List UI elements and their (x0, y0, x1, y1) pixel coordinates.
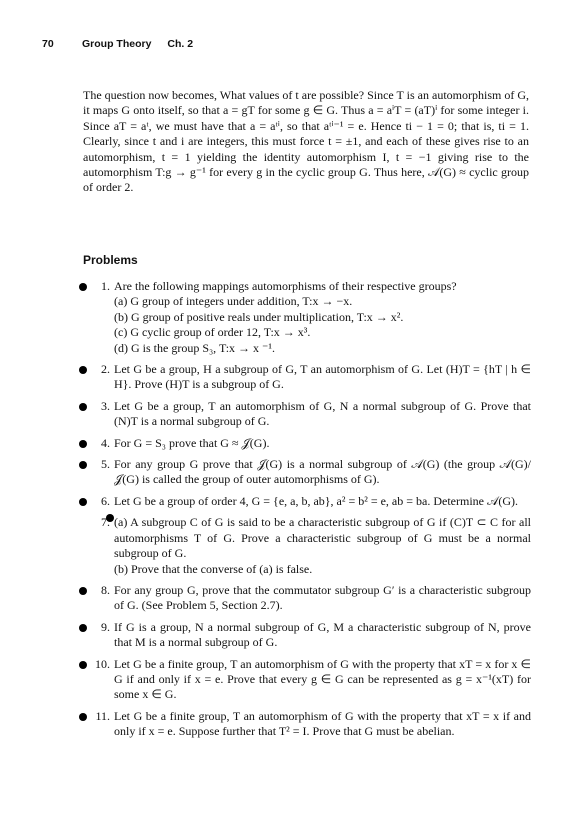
problem-parts (114, 294, 531, 356)
problem-text: For any group G prove that 𝒥(G) is a normal subgroup of 𝒜(G) (the group 𝒜(G)/𝒥(G) is called the group of outer automorphisms of G). (114, 457, 531, 487)
problem-number: 7. (101, 515, 110, 530)
problem-number: 6. (101, 493, 110, 508)
problem-number: 5. (101, 457, 110, 472)
problem-11 (83, 709, 531, 740)
problem-number: 4. (101, 435, 110, 450)
problem-text: Let G be a group, H a subgroup of G, T an automorphism of G. Let (H)T = {hT | h ∈ H}. Prove (H)T is a subgroup of G. (114, 362, 531, 392)
problem-text: Let G be a group of order 4, G = {e, a, b, ab}, a² = b² = e, ab = ba. Determine 𝒜(G). (114, 493, 519, 508)
problem-3 (83, 399, 531, 430)
problem-7 (83, 515, 531, 577)
intro-paragraph: The question now becomes, What values of t are possible? Since T is an automorphism of G, it maps G onto itself, so that a = gT for some g ∈ G. Thus a = aⁱT = (aT)ⁱ for some integer i. Since aT = aᵗ, we must have that a = aᵗⁱ, so that aᵗⁱ⁻¹ = e. Hence ti − 1 = 0; that is, ti = 1. Clearly, since t and i are integers, this must force t = ±1, and each of these gives rise to an automorphism, t = 1 yielding the identity automorphism I, t = −1 giving rise to the automorphism T:g → g⁻¹ for every g in the cyclic group G. Thus here, 𝒜(G) ≈ cyclic group of order 2. (83, 88, 529, 195)
problem-parts (114, 562, 531, 577)
problem-4 (83, 436, 531, 451)
problem-part: (a) G group of integers under addition, T:x → −x. (114, 294, 353, 309)
problem-number: 9. (101, 619, 110, 634)
problem-1 (83, 279, 531, 356)
problem-10 (83, 657, 531, 703)
problem-text: Let G be a finite group, T an automorphism of G with the property that xT = x for x ∈ G if and only if x = e. Prove that every g ∈ G can be represented as g = x⁻¹(xT) for some x ∈ G. (114, 656, 531, 702)
problem-text: For any group G, prove that the commutator subgroup G′ is a characteristic subgroup of G. (See Problem 5, Section 2.7). (114, 582, 531, 613)
page-number: 70 (42, 38, 54, 50)
problem-text: For G = S₃ prove that G ≈ 𝒥(G). (114, 435, 270, 450)
problem-text: Are the following mappings automorphisms of their respective groups? (114, 279, 457, 293)
problems-list (83, 279, 531, 746)
problem-number: 3. (101, 398, 110, 413)
problem-part: (c) G cyclic group of order 12, T:x → x³. (114, 325, 311, 340)
problem-number: 2. (101, 362, 110, 377)
problem-part: (b) Prove that the converse of (a) is false. (114, 561, 313, 576)
problems-heading: Problems (83, 253, 138, 267)
problem-number: 8. (101, 582, 110, 597)
problem-8 (83, 583, 531, 614)
problem-text: (a) A subgroup C of G is said to be a characteristic subgroup of G if (C)T ⊂ C for all automorphisms T of G. Prove a characteristic subgroup of G must be a normal subgroup of G. (114, 515, 531, 561)
chapter-label: Ch. 2 (167, 38, 194, 50)
problem-part: (d) G is the group S₃, T:x → x ⁻¹. (114, 340, 275, 355)
book-title: Group Theory (82, 38, 152, 50)
problem-number: 10. (95, 656, 110, 671)
problem-9 (83, 620, 531, 651)
running-head (42, 38, 193, 50)
problem-text: Let G be a group, T an automorphism of G, N a normal subgroup of G. Prove that (N)T is a normal subgroup of G. (114, 398, 531, 429)
problem-5 (83, 457, 531, 488)
problem-part: (b) G group of positive reals under multiplication, T:x → x². (114, 309, 404, 324)
problem-2 (83, 362, 531, 393)
problem-number: 11. (95, 708, 110, 723)
problem-number: 1. (101, 279, 110, 293)
problem-6 (83, 494, 531, 509)
problem-text: If G is a group, N a normal subgroup of G, M a characteristic subgroup of N, prove that M is a normal subgroup of G. (114, 619, 531, 650)
problem-text: Let G be a finite group, T an automorphism of G with the property that xT = x if and only if x = e. Suppose further that T² = I. Prove that G must be abelian. (114, 708, 531, 739)
